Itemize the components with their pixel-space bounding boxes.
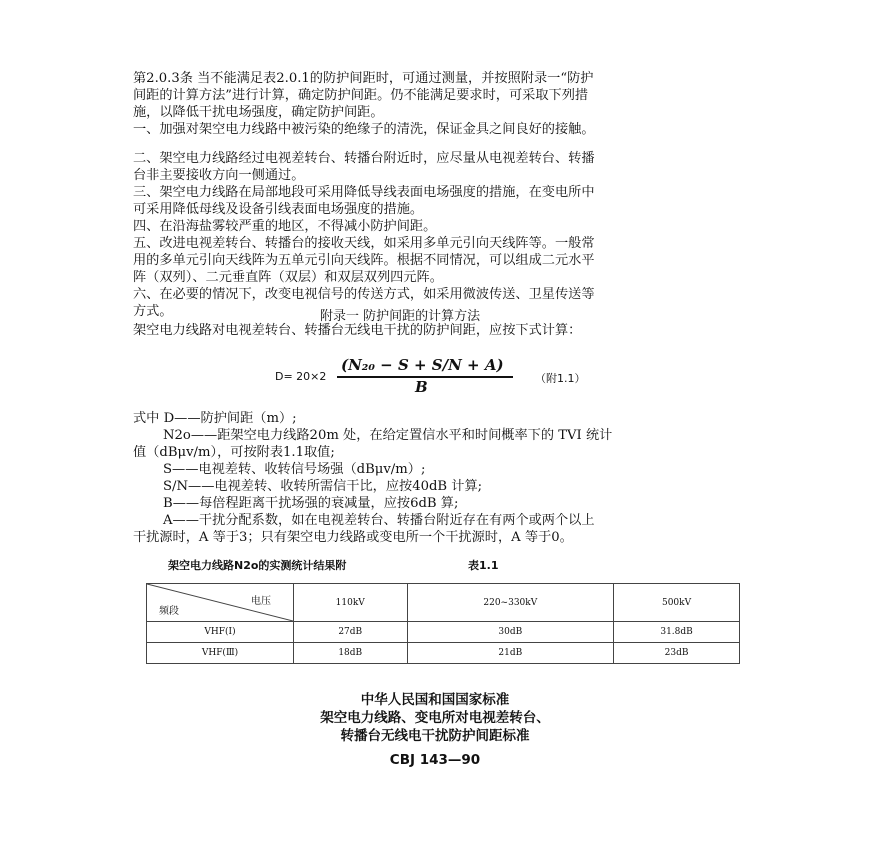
paragraph-line: 四、在沿海盐雾较严重的地区，不得减小防护间距。 <box>133 219 437 234</box>
row-label: VHF(Ⅲ) <box>147 643 294 664</box>
paragraph-line: 五、改进电视差转台、转播台的接收天线，如采用多单元引向天线阵等。一般常 <box>133 236 595 251</box>
definition-line: 干扰源时，A 等于3；只有架空电力线路或变电所一个干扰源时，A 等于0。 <box>133 530 573 545</box>
definition-line: B——每倍程距离干扰场强的衰减量，应按6dB 算; <box>163 496 459 511</box>
table-header-row <box>147 584 740 622</box>
table-cell: 30dB <box>407 622 614 643</box>
standard-code: CBJ 143—90 <box>389 752 481 768</box>
formula-ref: （附1.1） <box>535 372 586 385</box>
formula-lhs: D= 20×2 <box>275 370 327 383</box>
footer-line-2: 架空电力线路、变电所对电视差转台、 <box>320 710 550 726</box>
paragraph-line: 阵（双列）、二元垂直阵（双层）和双层双列四元阵。 <box>133 270 443 285</box>
footer-line-1: 中华人民国和国国家标准 <box>360 692 510 708</box>
footer-line-3: 转播台无线电干扰防护间距标准 <box>340 728 530 744</box>
paragraph-line: 台非主要接收方向一侧通过。 <box>133 168 305 183</box>
column-header: 500kV <box>614 584 740 622</box>
table-row <box>147 643 740 664</box>
definition-line: N2o——距架空电力线路20m 处，在给定置信水平和时间概率下的 TVI 统计 <box>163 428 613 443</box>
paragraph-line: 用的多单元引向天线阵为五单元引向天线阵。根据不同情况，可以组成二元水平 <box>133 253 595 268</box>
paragraph-line: 六、在必要的情况下，改变电视信号的传送方式，如采用微波传送、卫星传送等 <box>133 287 595 302</box>
paragraph-line: 施，以降低干扰电场强度，确定防护间距。 <box>133 105 384 120</box>
definition-line: S/N——电视差转、收转所需信干比，应按40dB 计算; <box>163 479 483 494</box>
column-header: 110kV <box>294 584 408 622</box>
table-cell: 31.8dB <box>614 622 740 643</box>
formula-intro: 架空电力线路对电视差转台、转播台无线电干扰的防护间距，应按下式计算： <box>133 323 582 338</box>
table-cell: 23dB <box>614 643 740 664</box>
table-row <box>147 622 740 643</box>
column-header: 220~330kV <box>407 584 614 622</box>
definition-line: S——电视差转、收转信号场强（dBμv/m）; <box>163 462 426 477</box>
definition-line: A——干扰分配系数，如在电视差转台、转播台附近存在有两个或两个以上 <box>163 513 595 528</box>
table-number: 表1.1 <box>468 559 499 572</box>
row-label: VHF(Ⅰ) <box>147 622 294 643</box>
corner-label-band: 频段 <box>159 606 179 617</box>
corner-label-voltage: 电压 <box>251 596 271 607</box>
corner-cell <box>147 584 294 622</box>
definition-line: 值（dBμv/m），可按附表1.1取值; <box>133 445 335 460</box>
paragraph-line: 一、加强对架空电力线路中被污染的绝缘子的清洗，保证金具之间良好的接触。 <box>133 122 595 137</box>
paragraph-line: 二、架空电力线路经过电视差转台、转播台附近时，应尽量从电视差转台、转播 <box>133 151 595 166</box>
paragraph-line: 三、架空电力线路在局部地段可采用降低导线表面电场强度的措施，在变电所中 <box>133 185 595 200</box>
formula <box>275 356 595 400</box>
table-cell: 21dB <box>407 643 614 664</box>
definition-line: 式中 D——防护间距（m）; <box>133 411 297 426</box>
data-table <box>146 583 740 664</box>
table-cell: 18dB <box>294 643 408 664</box>
paragraph-line: 间距的计算方法”进行计算，确定防护间距。仍不能满足要求时，可采取下列措 <box>133 88 589 103</box>
formula-denominator: B <box>415 378 428 396</box>
formula-numerator: (N₂₀ − S + S/N + A) <box>341 356 504 374</box>
table-caption: 架空电力线路N2o的实测统计结果附 <box>168 559 347 572</box>
paragraph-line: 可采用降低母线及设备引线表面电场强度的措施。 <box>133 202 424 217</box>
table-cell: 27dB <box>294 622 408 643</box>
appendix-title: 附录一 防护间距的计算方法 <box>320 309 481 324</box>
paragraph-line: 方式。 <box>133 304 173 319</box>
paragraph-line: 第2.0.3条 当不能满足表2.0.1的防护间距时，可通过测量，并按照附录一“防护 <box>133 71 594 86</box>
